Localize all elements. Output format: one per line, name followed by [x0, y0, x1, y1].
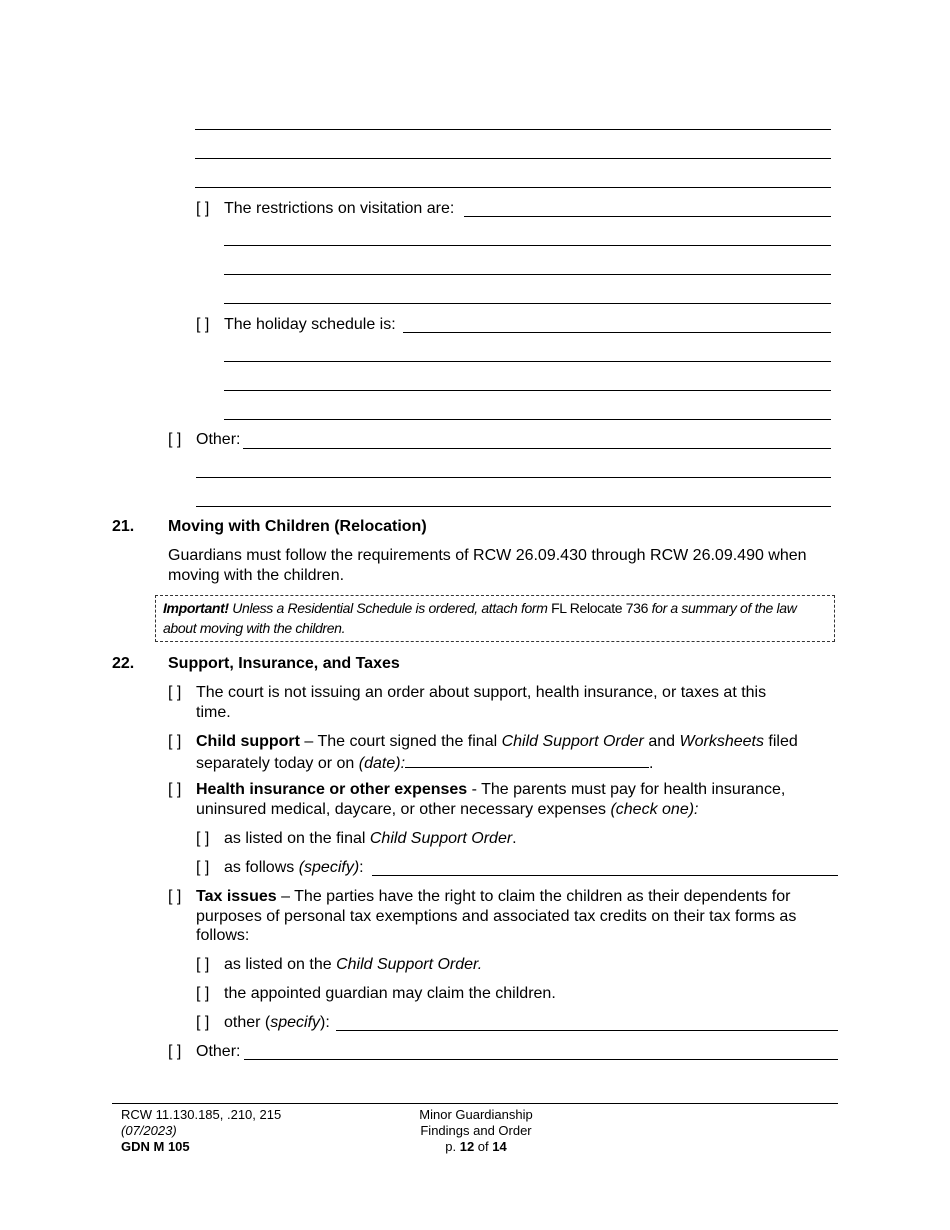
not-issuing-text: The court is not issuing an order about support, health insurance, or taxes at this: [196, 684, 767, 701]
notice-form-name: FL Relocate 736: [551, 600, 649, 616]
notice-important: Important!: [163, 600, 229, 616]
health-option-order-name: Child Support Order: [369, 830, 513, 847]
tax-option-text: as listed on the: [224, 956, 337, 973]
other-option: [168, 430, 240, 450]
health-insurance-option: [168, 780, 785, 800]
child-support-date-field[interactable]: [405, 752, 649, 768]
tax-option-text: ):: [320, 1014, 330, 1031]
tax-issues-text: – The parties have the right to claim the children as their dependents for: [276, 888, 791, 905]
footer-title: Findings and Order: [420, 1123, 532, 1138]
health-option-listed: [196, 829, 517, 849]
tax-option-other-checkbox[interactable]: [ ]: [196, 1014, 210, 1031]
blank-line[interactable]: [224, 390, 831, 391]
page-of: of: [474, 1139, 493, 1154]
holiday-schedule-checkbox[interactable]: [ ]: [196, 316, 210, 333]
page-total: 14: [492, 1139, 507, 1154]
tax-issues-checkbox[interactable]: [ ]: [168, 888, 182, 905]
other-label: Other:: [196, 431, 241, 448]
child-support-text: and: [643, 733, 680, 750]
notice-text: Unless a Residential Schedule is ordered, attach form: [228, 600, 552, 616]
section-21-title: Moving with Children (Relocation): [168, 518, 427, 535]
tax-option-order-name: Child Support Order: [336, 956, 478, 973]
visitation-restrictions-option: [196, 199, 454, 219]
holiday-schedule-label: The holiday schedule is:: [224, 316, 396, 333]
blank-line[interactable]: [224, 303, 831, 304]
blank-line[interactable]: [196, 477, 831, 478]
notice-text: about moving with the children.: [163, 620, 346, 636]
blank-line[interactable]: [195, 187, 831, 188]
visitation-restrictions-label: The restrictions on visitation are:: [224, 200, 455, 217]
visitation-restrictions-checkbox[interactable]: [ ]: [196, 200, 210, 217]
notice-text: for a summary of the law: [648, 600, 797, 616]
child-support-text: – The court signed the final: [299, 733, 502, 750]
check-one-label: (check one):: [610, 801, 699, 818]
child-support-option: [168, 732, 798, 752]
tax-option-text: the appointed guardian may claim the children.: [224, 985, 556, 1002]
footer-page: [396, 1139, 556, 1155]
section-21-body: moving with the children.: [168, 567, 345, 584]
section-22-title: Support, Insurance, and Taxes: [168, 655, 400, 672]
section-21-body: Guardians must follow the requirements of RCW 26.09.430 through RCW 26.09.490 when: [168, 547, 807, 564]
tax-option-listed-checkbox[interactable]: [ ]: [196, 956, 210, 973]
not-issuing-text: time.: [196, 704, 231, 721]
footer-date: (07/2023): [121, 1123, 177, 1138]
child-support-text: .: [649, 755, 654, 772]
tax-issues-text: purposes of personal tax exemptions and associated tax credits on their tax forms as: [196, 908, 797, 925]
child-support-text: separately today or on: [196, 755, 359, 772]
tax-option-guardian-checkbox[interactable]: [ ]: [196, 985, 210, 1002]
blank-line[interactable]: [224, 245, 831, 246]
specify-label: (specify): [298, 859, 360, 876]
health-option-text: .: [512, 830, 517, 847]
blank-line[interactable]: [196, 506, 831, 507]
health-option-text: as listed on the final: [224, 830, 370, 847]
tax-option-guardian: [196, 984, 556, 1004]
health-insurance-text-line: [196, 800, 699, 820]
health-insurance-checkbox[interactable]: [ ]: [168, 781, 182, 798]
health-insurance-text: - The parents must pay for health insurance,: [467, 781, 786, 798]
child-support-label: Child support: [196, 733, 300, 750]
health-option-follows-checkbox[interactable]: [ ]: [196, 859, 210, 876]
not-issuing-option: [168, 683, 766, 703]
relocation-notice: [155, 595, 835, 642]
tax-option-text: .: [477, 956, 483, 973]
visitation-restrictions-field[interactable]: [464, 216, 831, 217]
footer-rcw: RCW 11.130.185, .210, 215: [121, 1107, 282, 1122]
section-22-number: 22.: [112, 655, 135, 672]
other-field[interactable]: [243, 448, 831, 449]
page-prefix: p.: [445, 1139, 460, 1154]
footer-divider: [112, 1103, 838, 1104]
footer-title: Minor Guardianship: [419, 1107, 533, 1122]
child-support-order-name: Child Support Order: [501, 733, 644, 750]
footer-left: [121, 1107, 281, 1155]
health-option-follows: [196, 858, 364, 878]
section-22-other-label: Other:: [196, 1043, 241, 1060]
section-21-number: 21.: [112, 518, 135, 535]
child-support-text: filed: [763, 733, 798, 750]
health-insurance-label: Health insurance or other expenses: [196, 781, 468, 798]
section-22-other-checkbox[interactable]: [ ]: [168, 1043, 182, 1060]
footer-center: [396, 1107, 556, 1155]
tax-option-listed: [196, 955, 482, 975]
blank-line[interactable]: [224, 274, 831, 275]
other-checkbox[interactable]: [ ]: [168, 431, 182, 448]
blank-line[interactable]: [195, 129, 831, 130]
section-22-other-option: [168, 1042, 240, 1062]
tax-issues-label: Tax issues: [196, 888, 277, 905]
footer-form-code: GDN M 105: [121, 1139, 190, 1154]
holiday-schedule-field[interactable]: [403, 332, 831, 333]
tax-option-other-field[interactable]: [336, 1030, 838, 1031]
not-issuing-checkbox[interactable]: [ ]: [168, 684, 182, 701]
worksheets-name: Worksheets: [679, 733, 764, 750]
blank-line[interactable]: [224, 419, 831, 420]
child-support-checkbox[interactable]: [ ]: [168, 733, 182, 750]
tax-option-text: other (: [224, 1014, 271, 1031]
health-option-text: as follows: [224, 859, 299, 876]
holiday-schedule-option: [196, 315, 396, 335]
health-option-text: :: [359, 859, 364, 876]
section-22-other-field[interactable]: [244, 1059, 838, 1060]
tax-option-other: [196, 1013, 330, 1033]
blank-line[interactable]: [224, 361, 831, 362]
health-option-follows-field[interactable]: [372, 875, 838, 876]
tax-issues-option: [168, 887, 790, 907]
blank-line[interactable]: [195, 158, 831, 159]
child-support-date-line: [196, 752, 653, 774]
health-insurance-text: uninsured medical, daycare, or other necessary expenses: [196, 801, 611, 818]
date-label: (date):: [358, 755, 406, 772]
health-option-listed-checkbox[interactable]: [ ]: [196, 830, 210, 847]
specify-label: specify: [270, 1014, 321, 1031]
page-number: 12: [459, 1139, 475, 1154]
tax-issues-text: follows:: [196, 927, 250, 944]
